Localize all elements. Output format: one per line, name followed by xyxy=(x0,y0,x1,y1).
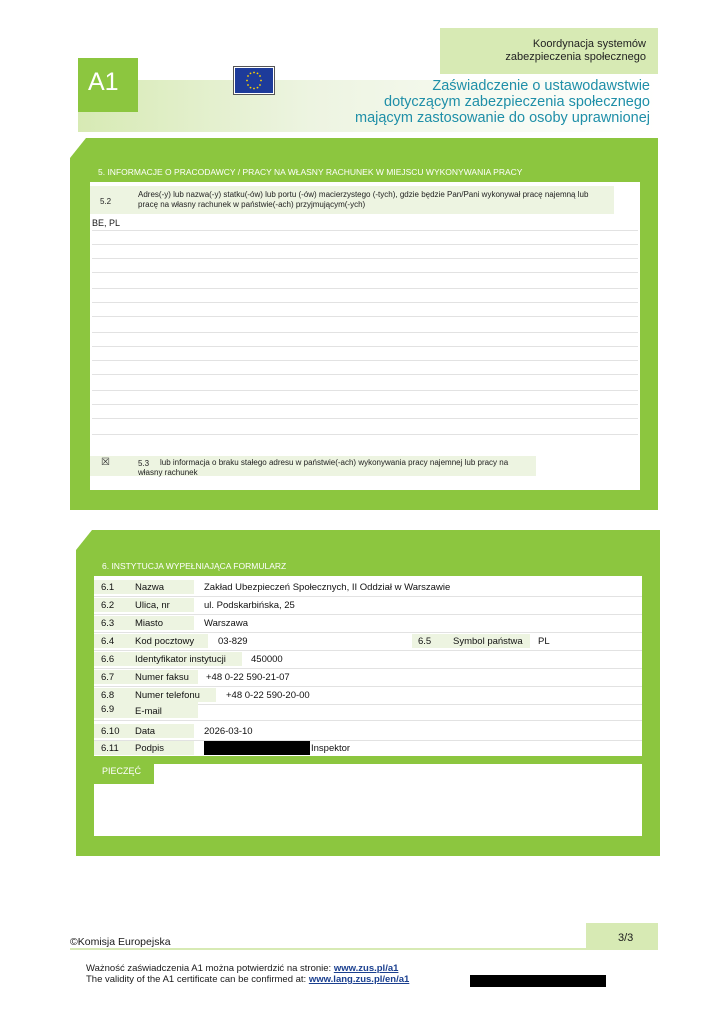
page-number: 3/3 xyxy=(618,932,634,944)
item-5-2-number: 5.2 xyxy=(100,197,112,206)
eu-stars-icon xyxy=(235,68,273,93)
redacted-code xyxy=(470,975,606,987)
row-6-5-label: Symbol państwa xyxy=(453,636,523,647)
stamp-area-top xyxy=(154,764,642,786)
row-divider xyxy=(94,686,642,687)
title-line-3: mającym zastosowanie do osoby uprawnionej xyxy=(355,110,650,126)
section5-body xyxy=(90,182,640,490)
stamp-area xyxy=(94,784,642,836)
validity-notice xyxy=(86,963,409,985)
item-5-3-label: lub informacja o braku stałego adresu w państwie(-ach) wykonywania pracy najemnej lub pracy na własny rachunek xyxy=(138,458,509,477)
row-6-6-number: 6.6 xyxy=(101,654,115,665)
row-6-1-number: 6.1 xyxy=(101,582,115,593)
institution-fax: +48 0-22 590-21-07 xyxy=(206,672,290,683)
coordination-text xyxy=(505,38,646,64)
title-line-1: Zaświadczenie o ustawodawstwie xyxy=(432,78,650,94)
institution-id: 450000 xyxy=(251,654,283,665)
address-line xyxy=(92,374,638,375)
row-6-11-label: Podpis xyxy=(135,743,165,754)
row-6-3-label: Miasto xyxy=(135,618,163,629)
item-5-3-number: 5.3 xyxy=(138,459,150,468)
row-6-6-label: Identyfikator instytucji xyxy=(135,654,226,665)
validity-en-line xyxy=(86,974,409,985)
row-divider xyxy=(94,650,642,651)
signatory-title: Inspektor xyxy=(311,743,351,754)
coordination-line-1: Koordynacja systemów xyxy=(532,38,646,50)
address-line xyxy=(92,288,638,289)
row-6-1-label: Nazwa xyxy=(135,582,165,593)
institution-name: Zakład Ubezpieczeń Społecznych, II Oddział w Warszawie xyxy=(204,582,451,593)
row-6-4-label: Kod pocztowy xyxy=(135,636,195,647)
footer-rule xyxy=(70,948,658,950)
row-6-9-number: 6.9 xyxy=(101,704,115,715)
row-6-7-label: Numer faksu xyxy=(135,672,189,683)
title-line-2: dotyczącym zabezpieczenia społecznego xyxy=(384,94,650,110)
address-line xyxy=(92,258,638,259)
institution-city: Warszawa xyxy=(204,618,248,629)
section6-heading: 6. INSTYTUCJA WYPEŁNIAJĄCA FORMULARZ xyxy=(94,556,320,576)
issue-date: 2026-03-10 xyxy=(204,726,253,737)
address-line xyxy=(92,346,638,347)
validity-pl-link[interactable]: www.zus.pl/a1 xyxy=(333,963,399,974)
institution-country-code: PL xyxy=(538,636,550,647)
row-6-2-label: Ulica, nr xyxy=(135,600,170,611)
stamp-label: PIECZĘĆ xyxy=(94,762,154,784)
row-divider xyxy=(94,668,642,669)
row-divider xyxy=(94,596,642,597)
row-6-3-number: 6.3 xyxy=(101,618,115,629)
form-code: A1 xyxy=(88,68,119,96)
address-line xyxy=(92,404,638,405)
row-divider xyxy=(94,720,642,721)
redacted-signature xyxy=(204,741,310,755)
institution-phone: +48 0-22 590-20-00 xyxy=(226,690,310,701)
address-line xyxy=(92,332,638,333)
address-line xyxy=(92,230,638,231)
address-line xyxy=(92,244,638,245)
address-line xyxy=(92,302,638,303)
address-line xyxy=(92,418,638,419)
coordination-line-2: zabezpieczenia społecznego xyxy=(505,51,646,63)
address-line xyxy=(92,434,638,435)
row-6-2-number: 6.2 xyxy=(101,600,115,611)
validity-en-text: The validity of the A1 certificate can be confirmed at: xyxy=(86,974,309,985)
row-6-10-number: 6.10 xyxy=(101,726,120,737)
row-6-7-number: 6.7 xyxy=(101,672,115,683)
row-6-9-label: E-mail xyxy=(135,706,162,717)
institution-street: ul. Podskarbińska, 25 xyxy=(204,600,295,611)
row-6-8-label: Numer telefonu xyxy=(135,690,200,701)
eu-flag-icon xyxy=(234,67,274,94)
document-title xyxy=(355,78,650,126)
row-6-8-number: 6.8 xyxy=(101,690,115,701)
row-6-5-number: 6.5 xyxy=(418,636,432,647)
address-line xyxy=(92,360,638,361)
address-line xyxy=(92,316,638,317)
row-divider xyxy=(94,632,642,633)
validity-pl-text: Ważność zaświadczenia A1 można potwierdzić na stronie: xyxy=(86,963,334,974)
copyright: ©Komisja Europejska xyxy=(70,936,171,948)
item-5-2-label: Adres(-y) lub nazwa(-y) statku(-ów) lub portu (-ów) macierzystego (-tych), gdzie będzie Pan/Pani wykonywał pracę najemną lub pracę na własny rachunek w państwie(-ach) przyjmującym(-ych) xyxy=(138,190,589,209)
row-6-10-label: Data xyxy=(135,726,156,737)
item-5-2-value: BE, PL xyxy=(92,218,121,228)
row-divider xyxy=(94,614,642,615)
row-6-4-number: 6.4 xyxy=(101,636,115,647)
institution-postal-code: 03-829 xyxy=(218,636,248,647)
row-6-11-number: 6.11 xyxy=(101,743,119,754)
address-line xyxy=(92,272,638,273)
no-fixed-address-checkbox[interactable]: ☒ xyxy=(101,457,110,468)
validity-en-link[interactable]: www.lang.zus.pl/en/a1 xyxy=(308,974,410,985)
address-line xyxy=(92,390,638,391)
section5-heading: 5. INFORMACJE O PRACODAWCY / PRACY NA WŁASNY RACHUNEK W MIEJSCU WYKONYWANIA PRACY xyxy=(90,162,596,182)
validity-pl-line xyxy=(86,963,409,974)
